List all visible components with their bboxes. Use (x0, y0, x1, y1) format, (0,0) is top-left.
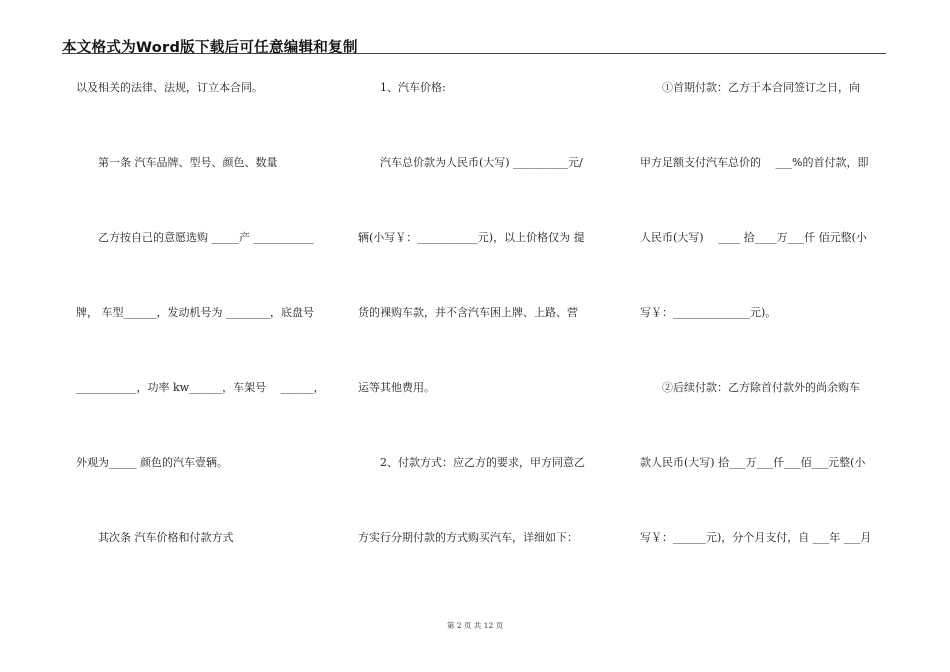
text-line: 乙方按自己的意愿选购 _____产 ___________ (76, 231, 314, 244)
text-line: 辆(小写￥：___________元)，以上价格仅为 提 (358, 231, 585, 244)
text-line: 款人民币(大写) 拾___万___仟___佰___元整(小 (640, 456, 866, 469)
text-line: 第一条 汽车品牌、型号、颜色、数量 (76, 156, 278, 169)
text-line: ___________，功率 kw______，车架号 ______， (76, 381, 325, 394)
text-line: 牌， 车型______，发动机号为 ________，底盘号 (76, 306, 314, 319)
text-line: 人民币(大写) ____ 拾____万___仟 佰元整(小 (640, 231, 867, 244)
text-line: 写￥：______________元)。 (640, 306, 777, 319)
document-header: 本文格式为Word版下载后可任意编辑和复制 (62, 40, 358, 56)
page-number: 第 2 页 共 12 页 (446, 621, 504, 630)
text-line: 写￥：______元)，分个月支付，自 ___年 ___月 (640, 531, 872, 544)
text-line: 以及相关的法律、法规，订立本合同。 (76, 81, 263, 94)
text-line: 货的裸购车款，并不含汽车困上牌、上路、营 (358, 306, 578, 319)
text-line: 其次条 汽车价格和付款方式 (76, 531, 234, 544)
text-line: 汽车总价款为人民币(大写) __________元/ (358, 156, 583, 169)
text-line: 外观为_____ 颜色的汽车壹辆。 (76, 456, 228, 469)
text-line: 1、汽车价格: (358, 81, 446, 94)
text-line: ②后续付款：乙方除首付款外的尚余购车 (640, 381, 860, 394)
text-line: ①首期付款：乙方于本合同签订之日，向 (640, 81, 860, 94)
text-line: 甲方足额支付汽车总价的 ___%的首付款，即 (640, 156, 869, 169)
text-line: 运等其他费用。 (358, 381, 435, 394)
text-line: 方实行分期付款的方式购买汽车，详细如下： (358, 531, 578, 544)
header-divider (62, 53, 886, 54)
text-line: 2、付款方式：应乙方的要求，甲方同意乙 (358, 456, 585, 469)
